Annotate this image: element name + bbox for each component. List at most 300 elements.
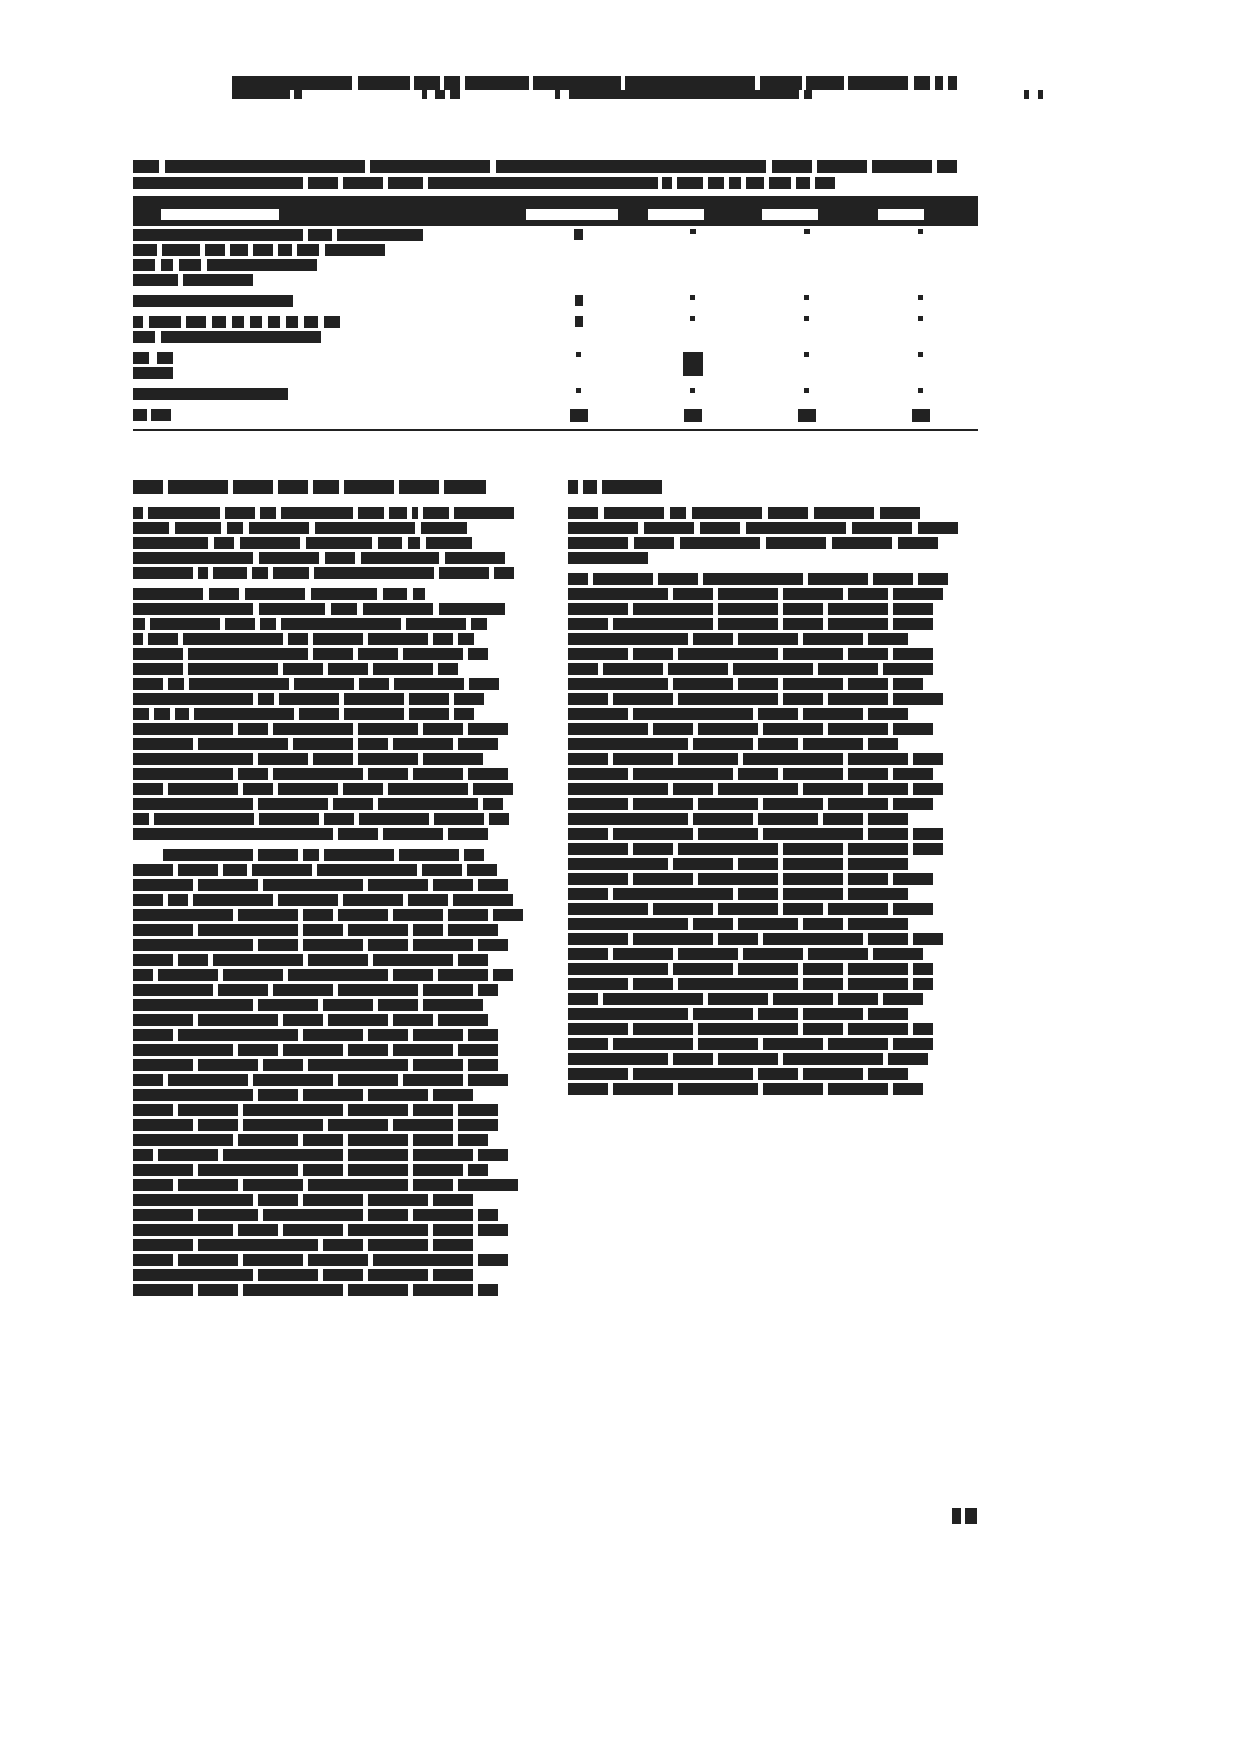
redaction-bar [133, 388, 288, 400]
redaction-bar [240, 537, 300, 549]
redacted-text-line [568, 813, 988, 825]
redaction-bar [1038, 90, 1043, 99]
redaction-bar [361, 552, 439, 564]
redaction-bar [568, 798, 628, 810]
redaction-bar [348, 1134, 408, 1146]
redaction-bar [133, 603, 253, 615]
redaction-bar [918, 522, 958, 534]
redaction-bar [568, 768, 628, 780]
redaction-bar [414, 76, 440, 90]
redaction-bar [258, 798, 328, 810]
paragraph [568, 573, 988, 1095]
redaction-bar [317, 864, 417, 876]
redaction-bar [625, 76, 755, 90]
redaction-bar [568, 843, 628, 855]
redaction-bar [279, 693, 339, 705]
redacted-text-line [133, 1239, 553, 1251]
redacted-text-line [133, 1059, 553, 1071]
redaction-bar [175, 522, 221, 534]
redaction-bar [368, 1194, 428, 1206]
redaction-bar [198, 1209, 258, 1221]
redaction-bar [393, 909, 443, 921]
redacted-text-line [568, 678, 988, 690]
redaction-bar [258, 753, 308, 765]
redaction-bar [250, 316, 262, 328]
redacted-text-line [133, 798, 553, 810]
table-body [133, 226, 978, 427]
redaction-bar [568, 738, 688, 750]
redaction-bar [283, 663, 323, 675]
redaction-bar [935, 76, 943, 90]
redaction-bar [306, 537, 372, 549]
redacted-text-line [133, 648, 553, 660]
redaction-bar [883, 663, 933, 675]
redacted-text-line [568, 1083, 988, 1095]
paragraph [133, 507, 553, 579]
redaction-bar [458, 1134, 488, 1146]
redaction-bar [848, 978, 908, 990]
redacted-text-line [568, 873, 988, 885]
redaction-bar [198, 1059, 258, 1071]
redaction-bar [848, 858, 908, 870]
redaction-bar [758, 708, 798, 720]
redaction-bar [133, 678, 163, 690]
redaction-bar [133, 409, 147, 421]
redaction-bar [828, 723, 888, 735]
redaction-bar [448, 909, 488, 921]
redaction-bar [422, 864, 462, 876]
redacted-text-line [133, 507, 553, 519]
redaction-bar [438, 969, 488, 981]
redaction-bar [698, 723, 758, 735]
redaction-bar [297, 244, 319, 256]
redaction-bar [454, 507, 514, 519]
redaction-bar [746, 177, 764, 189]
header-label-knockout [161, 209, 279, 220]
redaction-bar [467, 864, 497, 876]
text-gap [1029, 90, 1038, 91]
redacted-text-line [133, 244, 522, 256]
redaction-bar [893, 723, 933, 735]
table-row [133, 292, 978, 313]
redacted-text-line [133, 388, 522, 400]
redacted-text-line [133, 1209, 553, 1221]
redacted-text-line [568, 918, 988, 930]
table-cell-value [750, 292, 864, 313]
redaction-bar [133, 738, 193, 750]
redaction-bar [613, 693, 673, 705]
redaction-bar [690, 295, 695, 300]
redaction-bar [433, 1224, 473, 1236]
redaction-bar [168, 1074, 248, 1086]
table-row-label [133, 292, 522, 313]
redacted-text-line [133, 1014, 553, 1026]
paragraph [568, 507, 988, 564]
redaction-bar [439, 567, 489, 579]
redaction-bar [299, 708, 339, 720]
redaction-bar [815, 177, 835, 189]
redaction-bar [613, 888, 733, 900]
redaction-bar [359, 678, 389, 690]
redaction-bar [613, 618, 713, 630]
redaction-bar [693, 813, 753, 825]
redacted-text-line [133, 663, 553, 675]
redacted-text-line [133, 259, 522, 271]
redacted-text-line [568, 603, 988, 615]
redaction-bar [133, 160, 159, 173]
redaction-bar [493, 969, 513, 981]
redaction-bar [803, 783, 863, 795]
redaction-bar [593, 573, 653, 585]
redaction-bar [678, 1083, 758, 1095]
redaction-bar [348, 1149, 408, 1161]
text-gap [427, 90, 435, 91]
redaction-bar [373, 663, 433, 675]
redaction-bar [880, 507, 920, 519]
redaction-bar [148, 633, 178, 645]
redaction-bar [913, 978, 933, 990]
redaction-bar [948, 76, 957, 90]
redaction-bar [238, 1044, 278, 1056]
redaction-bar [673, 963, 733, 975]
redaction-bar [868, 708, 908, 720]
redaction-bar [373, 1254, 473, 1266]
redaction-bar [803, 963, 843, 975]
redaction-bar [568, 1053, 668, 1065]
redacted-text-line [568, 537, 988, 549]
redacted-text-line [133, 738, 553, 750]
redacted-text-line [568, 618, 988, 630]
redaction-bar [413, 768, 463, 780]
redacted-text-line [133, 708, 553, 720]
redaction-bar [568, 858, 668, 870]
redaction-bar [133, 1014, 193, 1026]
redacted-text-line [133, 274, 522, 286]
redaction-bar [149, 316, 181, 328]
table-cell-value [750, 406, 864, 427]
redacted-text-line [133, 1119, 553, 1131]
redaction-bar [568, 1083, 608, 1095]
redaction-bar [952, 1508, 961, 1524]
redaction-bar [133, 552, 253, 564]
redaction-bar [304, 316, 318, 328]
table-cell-value [750, 313, 864, 349]
redaction-bar [633, 603, 713, 615]
redaction-bar [283, 1044, 343, 1056]
redaction-bar [633, 648, 673, 660]
redaction-bar [323, 1239, 363, 1251]
table-header-cell-1 [522, 196, 636, 226]
redacted-text-line [568, 633, 988, 645]
redaction-bar [214, 537, 234, 549]
redaction-bar [413, 1209, 473, 1221]
redaction-bar [698, 1038, 758, 1050]
redaction-bar [677, 177, 703, 189]
redaction-bar [828, 1083, 888, 1095]
table-row [133, 385, 978, 406]
redaction-bar [223, 864, 247, 876]
redaction-bar [883, 993, 923, 1005]
redaction-bar [698, 828, 758, 840]
redaction-bar [804, 316, 809, 321]
redacted-text-line [133, 367, 522, 379]
redaction-bar [893, 693, 943, 705]
redaction-bar [912, 409, 930, 422]
redaction-bar [575, 316, 583, 327]
redaction-bar [478, 1284, 498, 1296]
redaction-bar [678, 948, 738, 960]
redaction-bar [758, 813, 818, 825]
redaction-bar [913, 783, 943, 795]
redacted-text-line [133, 849, 553, 861]
redaction-bar [703, 573, 803, 585]
redaction-bar [445, 552, 505, 564]
redaction-bar [633, 1023, 693, 1035]
redaction-bar [324, 813, 354, 825]
redaction-bar [673, 783, 713, 795]
redaction-bar [434, 813, 484, 825]
redaction-bar [570, 409, 588, 422]
redaction-bar [303, 924, 343, 936]
table-header-cell-4 [864, 196, 978, 226]
redacted-text-line [133, 409, 522, 421]
redaction-bar [803, 918, 843, 930]
redaction-bar [178, 1179, 238, 1191]
redaction-bar [808, 948, 868, 960]
redaction-bar [772, 160, 812, 173]
redaction-bar [303, 1029, 363, 1041]
redaction-bar [133, 537, 208, 549]
redaction-bar [893, 768, 933, 780]
redaction-bar [133, 693, 253, 705]
redaction-bar [803, 738, 863, 750]
redaction-bar [848, 588, 888, 600]
redaction-bar [678, 693, 778, 705]
redaction-bar [133, 1029, 173, 1041]
redaction-bar [783, 768, 843, 780]
redaction-bar [893, 1083, 923, 1095]
redacted-text-line [133, 1284, 553, 1296]
redaction-bar [633, 873, 693, 885]
redaction-bar [133, 1269, 253, 1281]
redaction-bar [893, 798, 933, 810]
paragraph [133, 849, 553, 1296]
redaction-bar [698, 873, 778, 885]
redaction-bar [358, 753, 418, 765]
redaction-bar [348, 1164, 408, 1176]
redaction-bar [133, 618, 145, 630]
redaction-bar [281, 618, 401, 630]
redaction-bar [913, 828, 943, 840]
redaction-bar [423, 753, 483, 765]
redacted-text-line [568, 978, 988, 990]
redaction-bar [338, 984, 418, 996]
redacted-text-line [133, 1029, 553, 1041]
redaction-bar [613, 828, 693, 840]
redaction-bar [333, 798, 373, 810]
redaction-bar [281, 507, 353, 519]
redaction-bar [133, 1104, 173, 1116]
redaction-bar [303, 1089, 363, 1101]
text-gap [460, 90, 555, 91]
redaction-bar [568, 552, 648, 564]
redacted-text-line [568, 738, 988, 750]
redaction-bar [848, 873, 888, 885]
redaction-bar [458, 1044, 498, 1056]
redaction-bar [178, 1029, 298, 1041]
table-cell-value [636, 292, 750, 313]
redaction-bar [848, 768, 888, 780]
redaction-bar [225, 507, 255, 519]
redacted-text-line [568, 708, 988, 720]
table-bottom-rule [133, 429, 978, 431]
redaction-bar [693, 738, 753, 750]
redaction-bar [368, 939, 408, 951]
redaction-bar [198, 1284, 238, 1296]
redaction-bar [634, 537, 674, 549]
redaction-bar [218, 984, 268, 996]
table-row-label [133, 226, 522, 292]
redaction-bar [708, 177, 724, 189]
redaction-bar [803, 978, 843, 990]
redaction-bar [673, 1053, 713, 1065]
redacted-text-line [568, 903, 988, 915]
redaction-bar [263, 1059, 303, 1071]
table-cell-value [750, 385, 864, 406]
redaction-bar [458, 633, 474, 645]
redaction-bar [433, 879, 473, 891]
redaction-bar [692, 507, 762, 519]
redaction-bar [413, 939, 473, 951]
redaction-bar [198, 567, 208, 579]
redaction-bar [568, 873, 628, 885]
redaction-bar [817, 160, 867, 173]
redaction-bar [693, 918, 733, 930]
redaction-bar [803, 1008, 863, 1020]
redaction-bar [273, 984, 333, 996]
redaction-bar [133, 1119, 193, 1131]
redaction-bar [168, 783, 238, 795]
redaction-bar [303, 939, 363, 951]
redacted-text-line [133, 352, 522, 364]
redacted-text-line [133, 828, 553, 840]
redaction-bar [273, 768, 363, 780]
redaction-bar [163, 849, 253, 861]
redaction-bar [690, 388, 695, 393]
table-cell-value [636, 313, 750, 349]
header-label-knockout [648, 209, 704, 220]
table-row [133, 349, 978, 385]
redaction-bar [783, 618, 823, 630]
redaction-bar [133, 352, 149, 364]
redaction-bar [738, 678, 778, 690]
redacted-text-line [133, 954, 553, 966]
redaction-bar [258, 999, 318, 1011]
redaction-bar [133, 229, 303, 241]
redaction-bar [313, 753, 353, 765]
redaction-bar [718, 783, 798, 795]
text-gap [302, 90, 422, 91]
redacted-text-line [133, 1089, 553, 1101]
redaction-bar [468, 723, 508, 735]
redaction-bar [568, 633, 688, 645]
redaction-bar [913, 963, 933, 975]
redaction-bar [238, 909, 298, 921]
redacted-text-line [133, 723, 553, 735]
redaction-bar [893, 873, 933, 885]
redaction-bar [133, 522, 169, 534]
redaction-bar [533, 76, 621, 90]
redaction-bar [678, 648, 778, 660]
redaction-bar [413, 1029, 463, 1041]
redaction-bar [678, 753, 738, 765]
redaction-bar [323, 1269, 363, 1281]
redaction-bar [193, 894, 273, 906]
redaction-bar [133, 1284, 193, 1296]
table-row [133, 406, 978, 427]
redaction-bar [653, 723, 693, 735]
redaction-bar [568, 708, 628, 720]
redaction-bar [428, 177, 658, 189]
redaction-bar [718, 618, 778, 630]
redaction-bar [133, 1194, 253, 1206]
redaction-bar [133, 924, 193, 936]
redacted-text-line [133, 603, 553, 615]
redaction-bar [803, 1023, 843, 1035]
redaction-bar [893, 903, 933, 915]
redaction-bar [133, 1134, 233, 1146]
redaction-bar [303, 1134, 343, 1146]
redaction-bar [198, 879, 258, 891]
table-row-label [133, 406, 522, 427]
redaction-bar [848, 648, 888, 660]
redaction-bar [783, 648, 843, 660]
table-cell-value [636, 349, 750, 385]
redaction-bar [478, 984, 498, 996]
redaction-bar [633, 933, 713, 945]
redaction-bar [263, 879, 363, 891]
redaction-bar [413, 924, 443, 936]
redaction-bar [828, 618, 888, 630]
redaction-bar [718, 588, 778, 600]
redaction-bar [633, 1068, 753, 1080]
redaction-bar [673, 588, 713, 600]
redaction-bar [408, 537, 420, 549]
redaction-bar [260, 507, 276, 519]
redaction-bar [633, 843, 673, 855]
redaction-bar [763, 1083, 823, 1095]
redaction-bar [260, 618, 276, 630]
redaction-bar [358, 738, 388, 750]
redacted-text-line [133, 1269, 553, 1281]
redaction-bar [233, 480, 273, 494]
redacted-text-line [133, 753, 553, 765]
redaction-bar [653, 903, 713, 915]
redaction-bar [133, 753, 253, 765]
redaction-bar [311, 588, 377, 600]
redaction-bar [258, 693, 274, 705]
redaction-bar [438, 663, 458, 675]
table-cell-value [636, 406, 750, 427]
redaction-bar [238, 723, 268, 735]
redacted-text-line [568, 828, 988, 840]
redaction-bar [783, 888, 843, 900]
redaction-bar [243, 1119, 323, 1131]
redacted-text-line [133, 1224, 553, 1236]
table-cell-value [864, 385, 978, 406]
redaction-bar [433, 633, 453, 645]
redaction-bar [828, 903, 888, 915]
